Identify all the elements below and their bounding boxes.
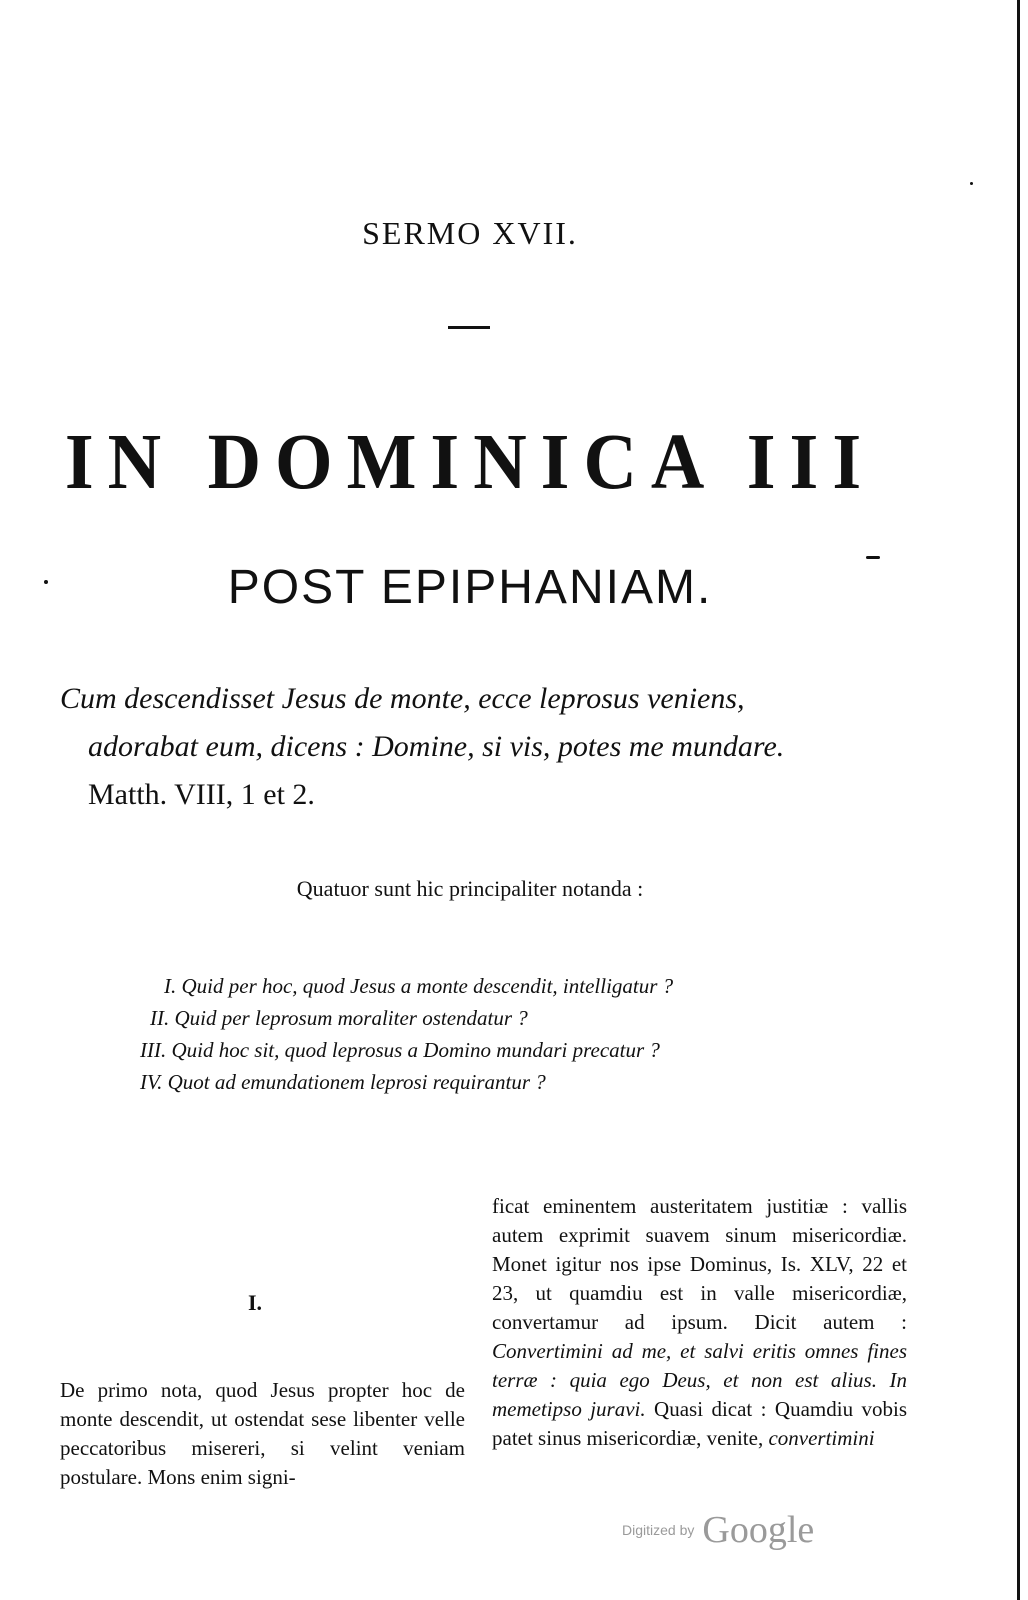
question-item: III. Quid hoc sit, quod leprosus a Domino mundari precatur ? [140, 1038, 660, 1062]
questions-list [140, 970, 860, 1098]
left-column-text: De primo nota, quod Jesus propter hoc de monte descendit, ut ostendat sese libenter velle peccatoribus misereri, si velint veniam postulare. Mons enim signi- [60, 1378, 465, 1489]
epigraph [60, 675, 910, 819]
right-column-text [492, 1192, 907, 1453]
print-speck [866, 556, 880, 559]
epigraph-line-1: Cum descendisset Jesus de monte, ecce leprosus veniens, [60, 682, 745, 715]
page-edge [1017, 0, 1020, 1600]
google-logo: Google [702, 1509, 815, 1551]
intro-line: Quatuor sunt hic principaliter notanda : [296, 876, 644, 901]
right-text-part-1: ficat eminentem austeritatem justitiæ : vallis autem exprimit suavem sinum misericordiæ. Monet igitur nos ipse Dominus, Is. XLV, 22 et 23, ut quamdiu est in valle misericordiæ, convertamur ad ipsum. Dicit autem : [492, 1194, 907, 1334]
print-speck [970, 182, 973, 185]
digitized-watermark [622, 1508, 842, 1552]
page-title: IN DOMINICA III [64, 417, 876, 507]
question-item: IV. Quot ad emundationem leprosi requirantur ? [140, 1070, 546, 1094]
digitized-label: Digitized by [622, 1522, 695, 1538]
page-subtitle: POST EPIPHANIAM. [227, 561, 713, 614]
right-text-part-2: Quasi dicat : Quamdiu vobis patet sinus misericordiæ, venite, [492, 1397, 907, 1450]
section-number: I. [247, 1290, 263, 1315]
right-quote-2: convertimini [768, 1426, 875, 1450]
right-quote-1: Convertimini ad me, et salvi eritis omnes fines terræ : quia ego Deus, et non est alius. In memetipso juravi. [492, 1339, 907, 1421]
print-speck [44, 580, 48, 584]
sermon-number: SERMO XVII. [362, 215, 578, 251]
title-rule [448, 326, 490, 329]
epigraph-line-2: adorabat eum, dicens : Domine, si vis, potes me mundare. [88, 730, 785, 763]
question-item: I. Quid per hoc, quod Jesus a monte descendit, intelligatur ? [164, 974, 674, 998]
epigraph-reference: Matth. VIII, 1 et 2. [88, 778, 315, 811]
question-item: II. Quid per leprosum moraliter ostendatur ? [150, 1006, 528, 1030]
